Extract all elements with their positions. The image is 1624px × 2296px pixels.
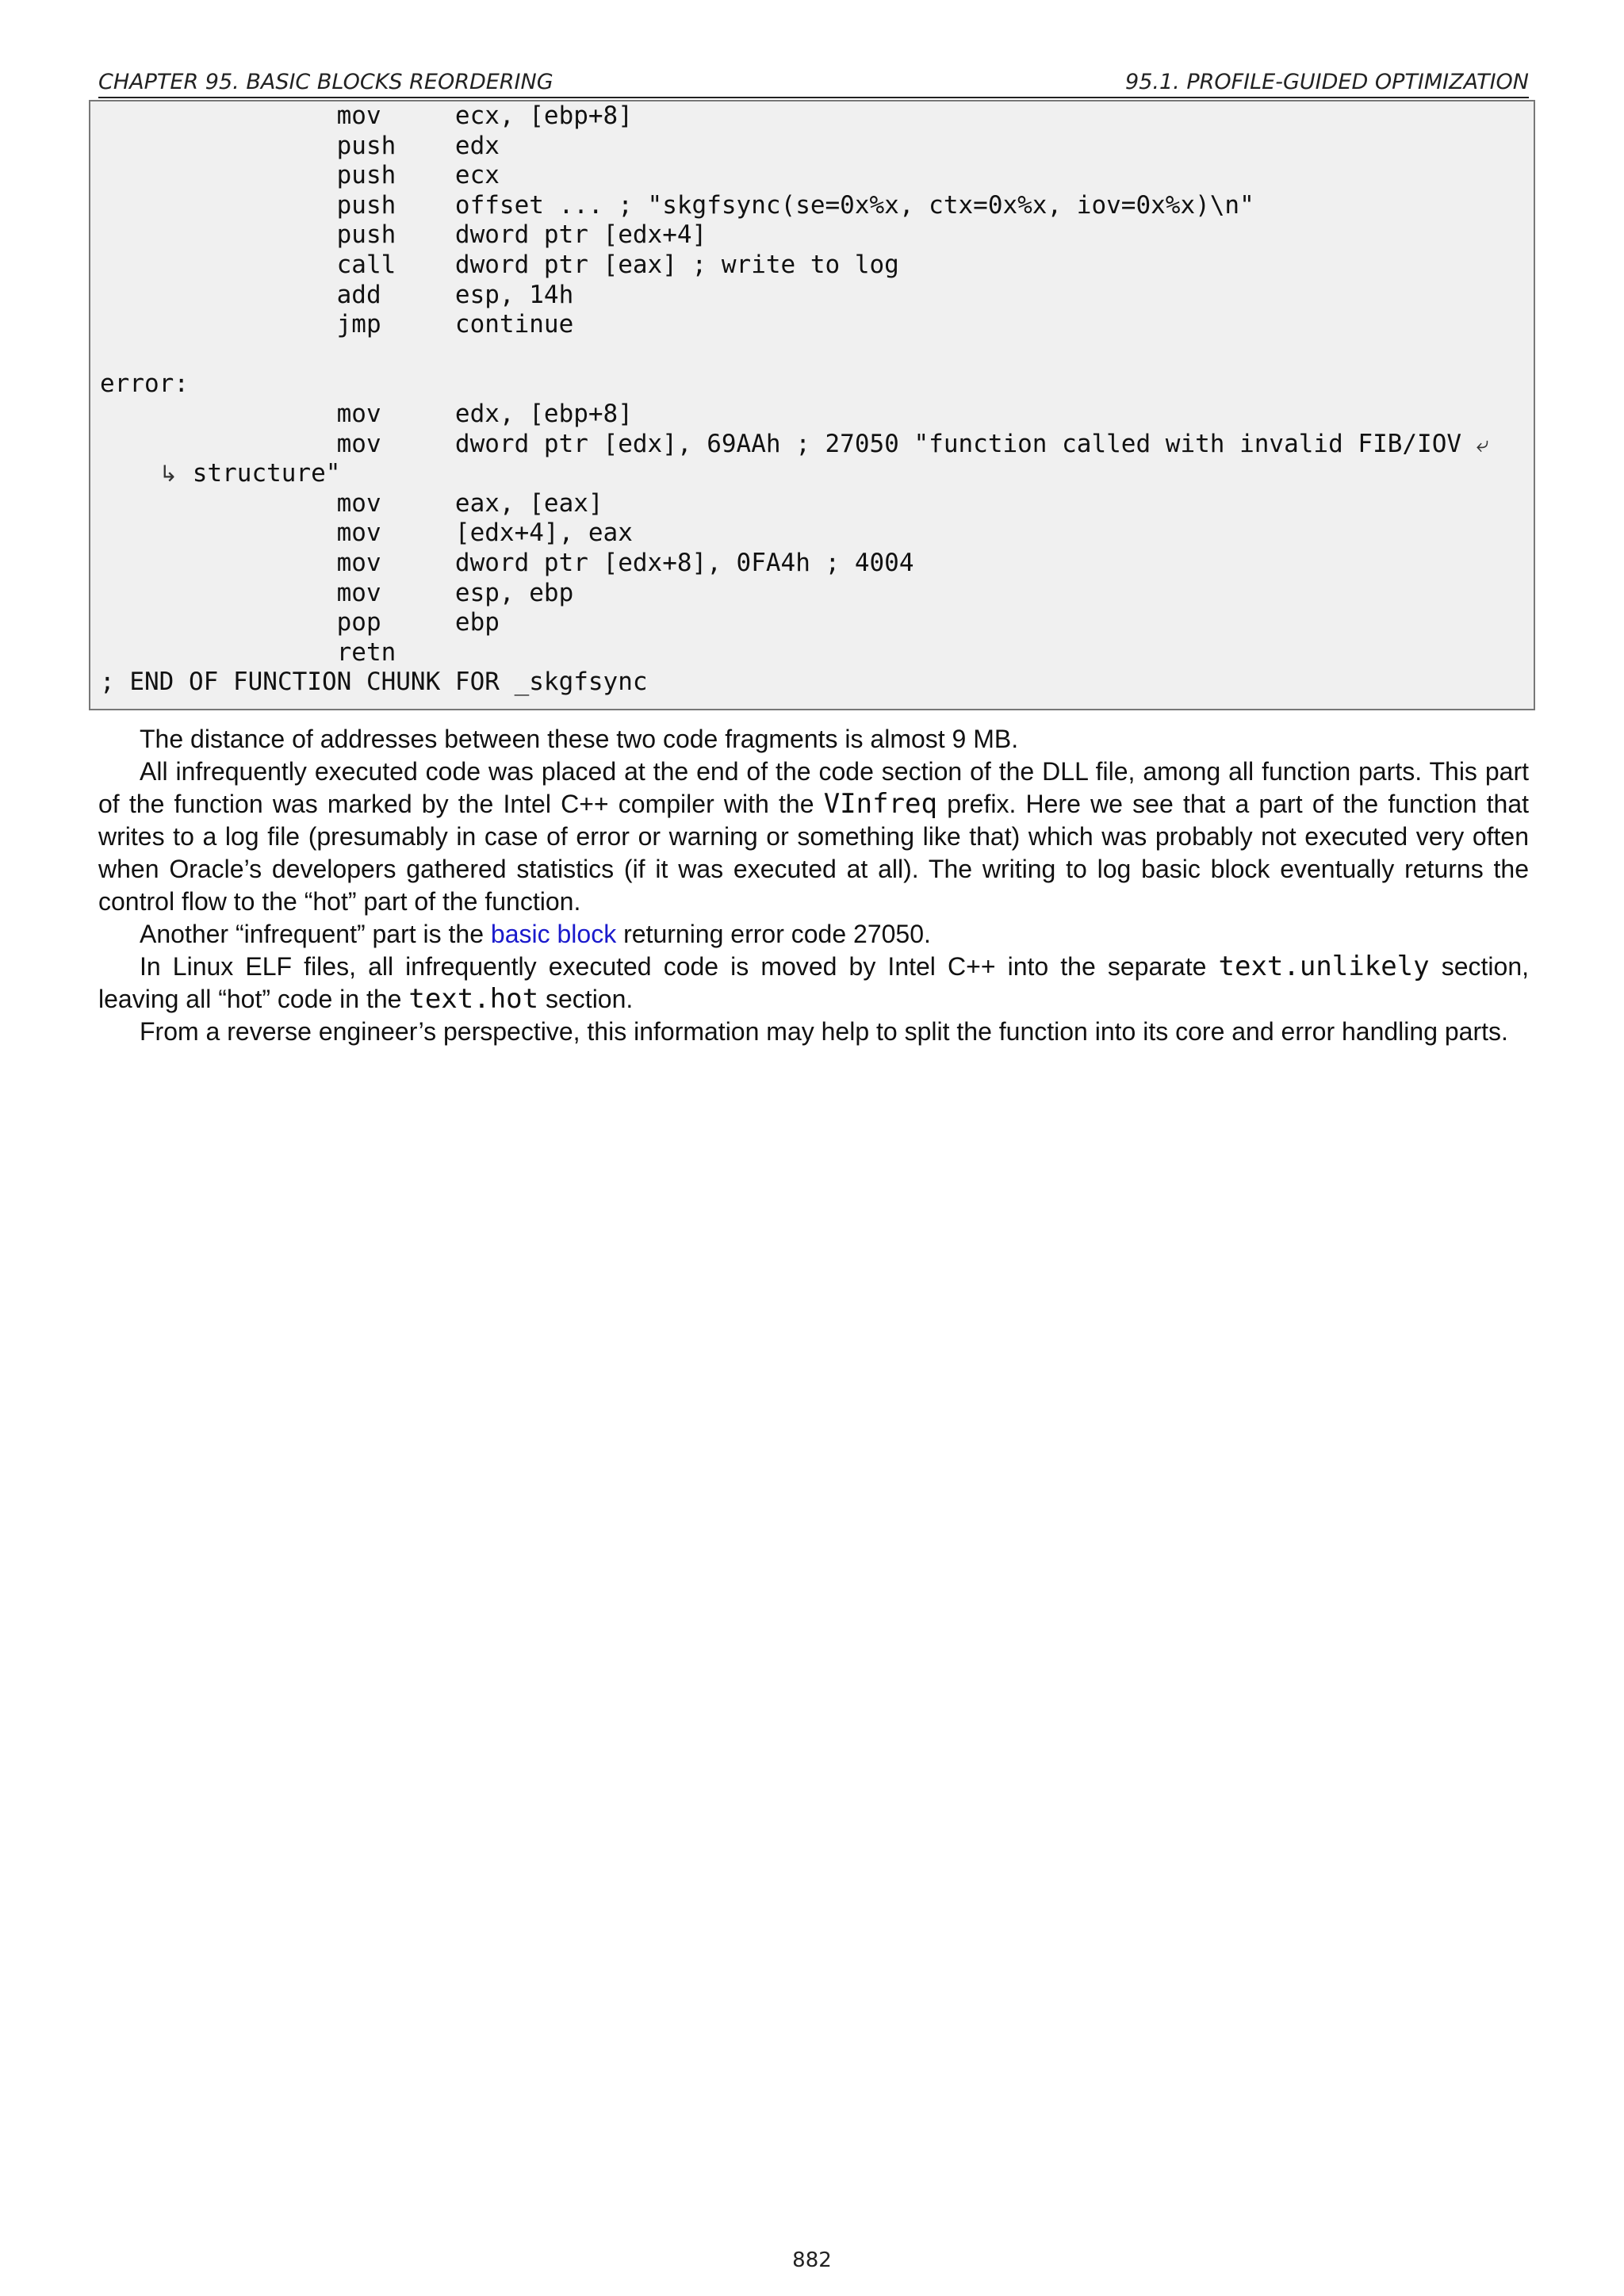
section-title: 95.1. PROFILE-GUIDED OPTIMIZATION [1125,70,1529,94]
page-number: 882 [792,2248,832,2272]
code-line: mov [edx+4], eax [100,519,633,548]
indent [100,459,159,488]
code-line-tail: structure" [178,459,341,488]
code-line: retn [100,637,396,667]
paragraph-distance: The distance of addresses between these two code fragments is almost 9 MB. [140,725,1019,753]
code-line: mov eax, [eax] [100,488,603,518]
code-line [100,340,1488,370]
code-line: mov dword ptr [edx+8], 0FA4h ; 4004 [100,548,914,577]
code-line: mov esp, ebp [100,578,574,607]
code-line-text: mov dword ptr [edx], 69AAh ; 27050 "function called with invalid FIB/IOV [100,429,1462,458]
paragraph-infrequent-code [98,756,1529,918]
code-line: call dword ptr [eax] ; write to log [100,250,899,279]
inline-code: text.unlikely [1218,951,1430,982]
code-line: mov edx, [ebp+8] [100,399,633,428]
page-header [98,68,1529,98]
code-line: mov ecx, [ebp+8] [100,101,633,130]
code-line: push offset ... ; "skgfsync(se=0x%x, ctx=0x%x, iov=0x%x)\n" [100,190,1254,220]
paragraph-reverse-engineer: From a reverse engineer’s perspective, this information may help to split the function into its core and error handling parts. [140,1017,1508,1046]
chapter-title: CHAPTER 95. BASIC BLOCKS REORDERING [98,70,553,94]
code-line: pop ebp [100,608,500,637]
continuation-arrow-icon: ↳ [159,461,178,488]
code-line: error: [100,369,189,399]
paragraph-infrequent-part [98,918,1529,951]
code-line: jmp continue [100,310,574,339]
text-run: Another “infrequent” part is the [140,920,491,948]
code-line-wrapped [100,430,1488,460]
code-line: ; END OF FUNCTION CHUNK FOR _skgfsync [100,668,648,697]
wrap-arrow-icon: ⤶ [1476,430,1489,457]
code-line: push edx [100,131,500,160]
text-run: section, leaving all “hot” code in the [98,952,1530,1013]
code-line: add esp, 14h [100,280,574,309]
text-run: prefix. Here we see that a part of the function that writes to a log file (presumably in case of error or warning or something like that) which was probably not executed very often when Oracle’s developers gathered statistics (if it was executed at all). The writing to log basic block eventually returns the control flow to the “hot” part of the function. [98,790,1530,916]
code-line: push dword ptr [edx+4] [100,220,707,250]
code-listing [89,100,1535,710]
text-run: All infrequently executed code was placed at the end of the code section of the DLL file, among all function parts. This part of the function was marked by the Intel C++ compiler with the [98,757,1529,818]
inline-code: text.hot [408,983,539,1015]
code-block [100,101,1488,698]
code-line: push ecx [100,161,500,190]
body-text [98,723,1529,1048]
paragraph-linux-elf [98,951,1529,1016]
inline-code: VInfreq [823,788,937,820]
basic-block-link[interactable]: basic block [490,920,617,948]
text-run: section. [538,985,634,1013]
code-line-continuation [100,459,1488,489]
text-run: returning error code 27050. [616,920,931,948]
text-run: In Linux ELF files, all infrequently executed code is moved by Intel C++ into the separate [140,952,1219,981]
